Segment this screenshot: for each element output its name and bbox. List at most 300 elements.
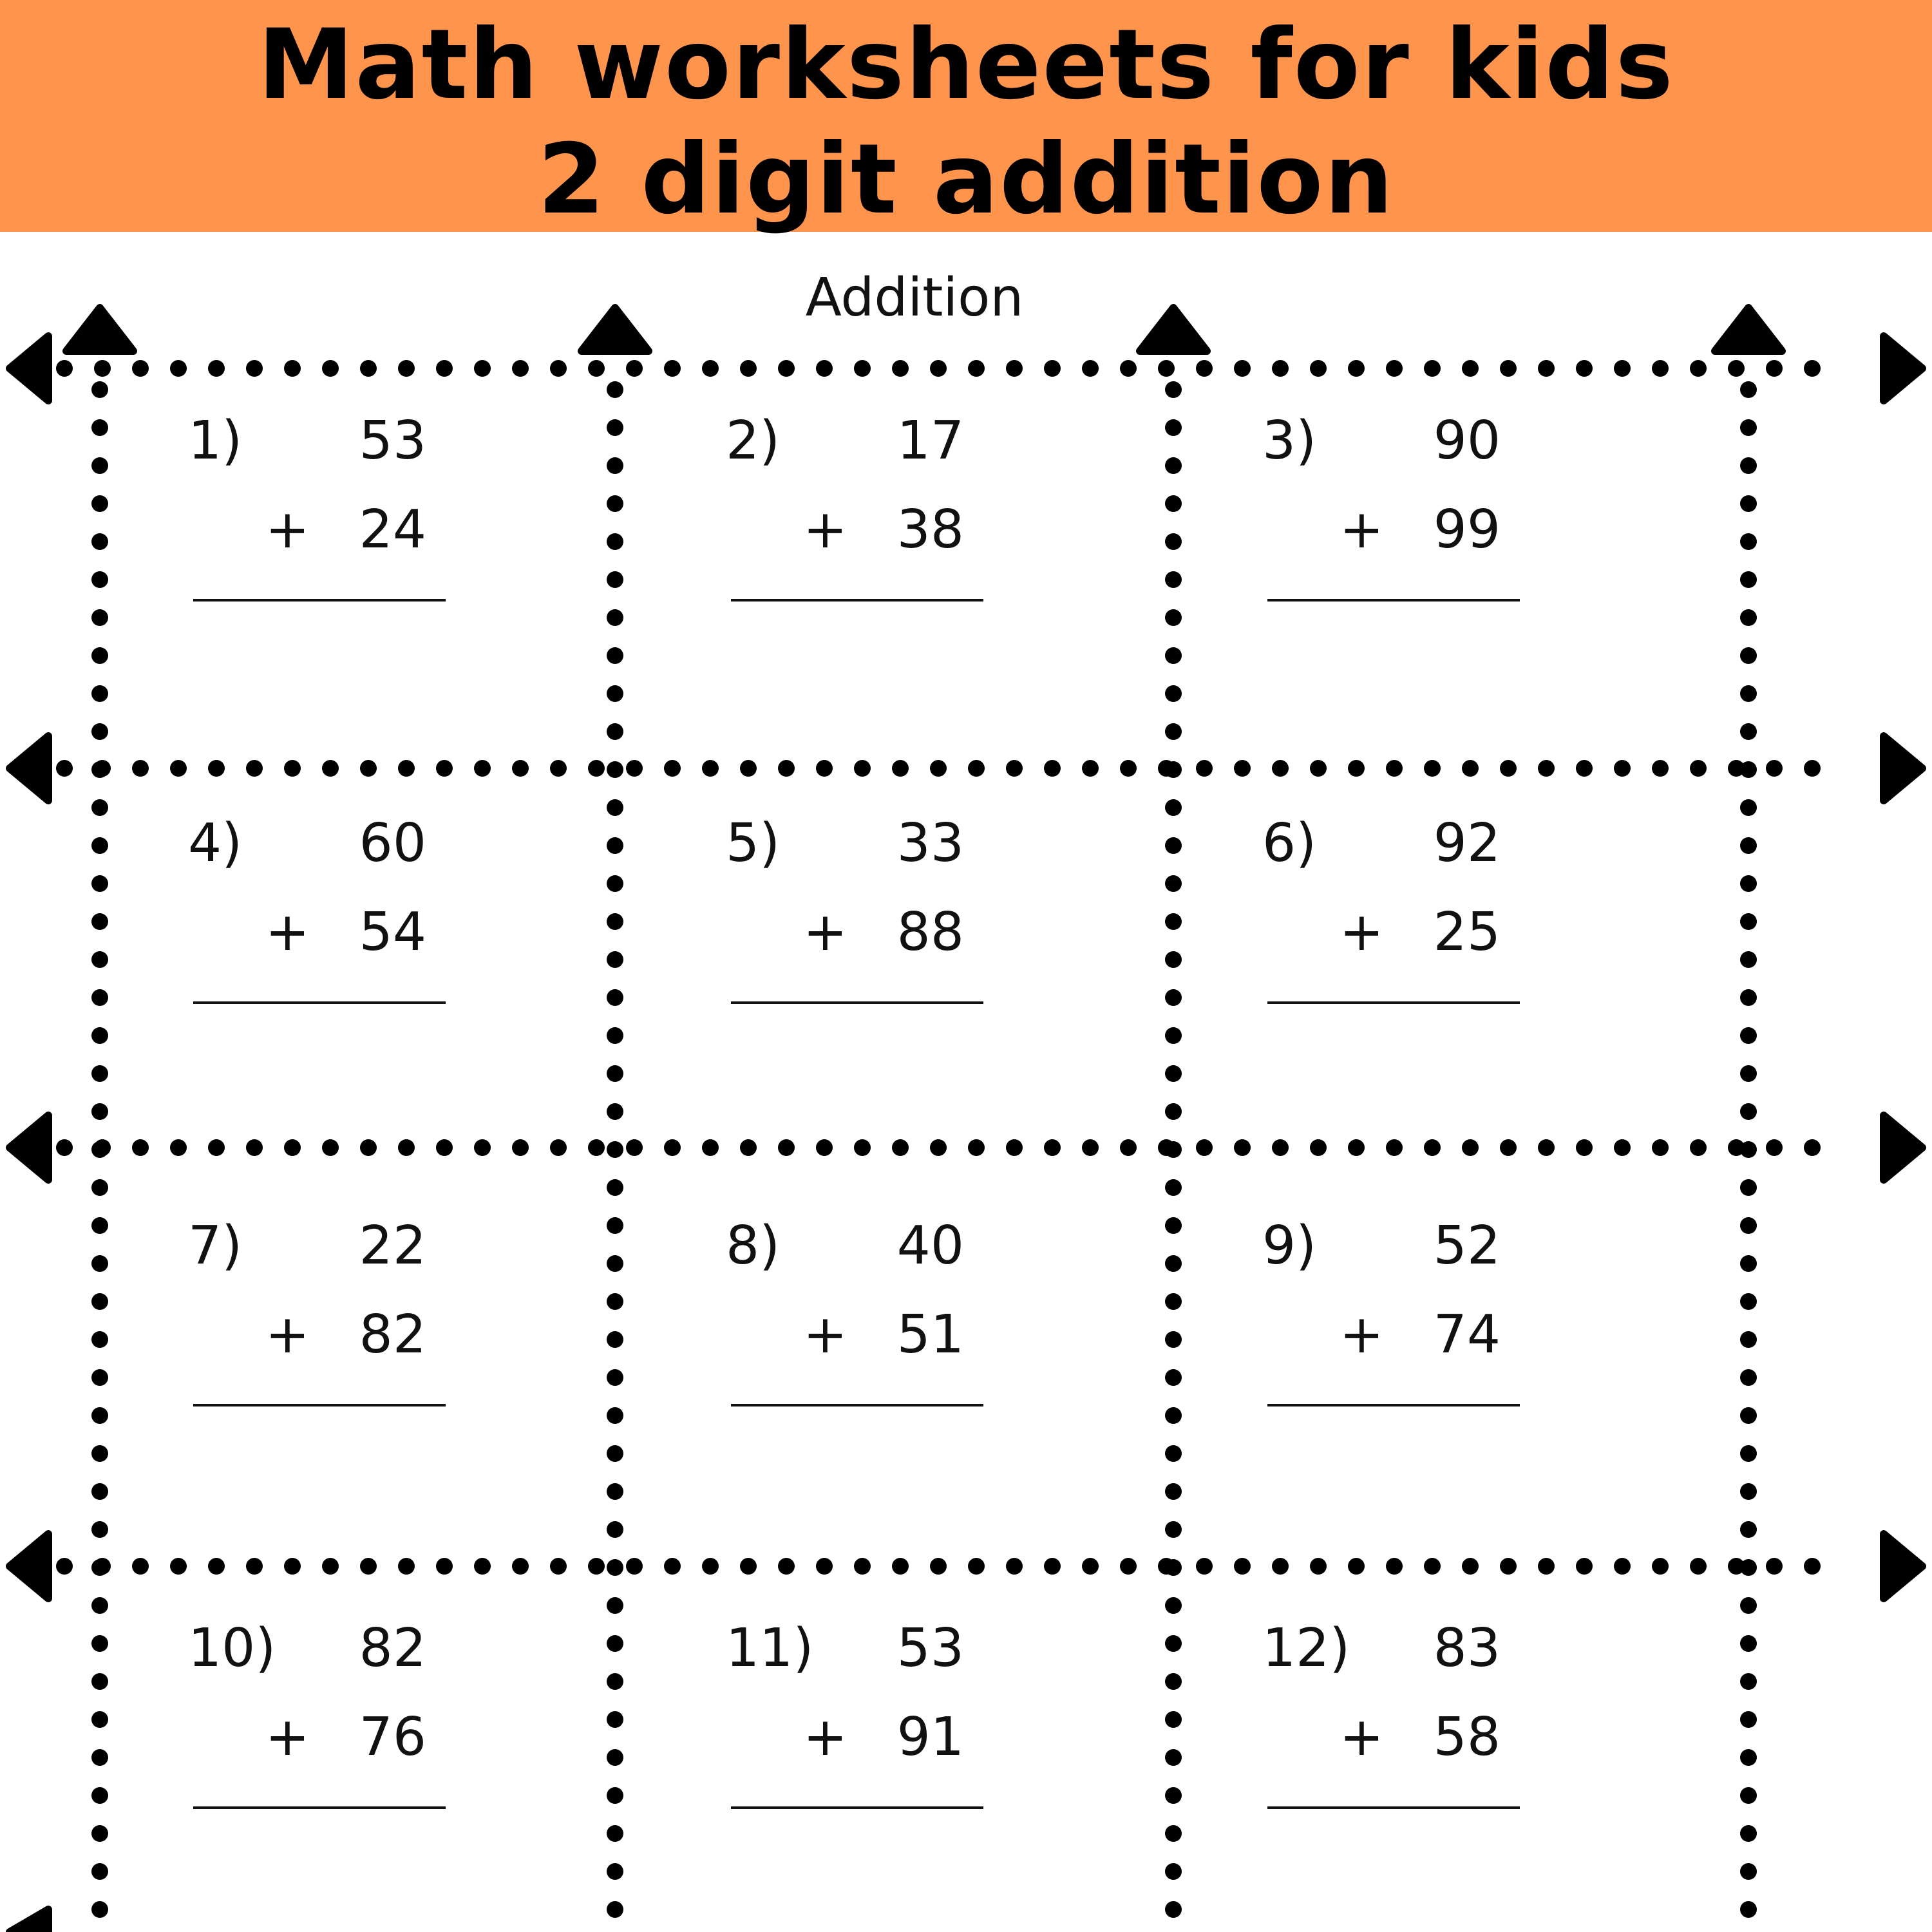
problem-item xyxy=(726,815,1112,1072)
grid-dot xyxy=(740,760,757,777)
grid-dot xyxy=(1462,1139,1479,1156)
grid-dot xyxy=(1120,760,1137,777)
grid-dot xyxy=(1165,1711,1182,1728)
grid-dot xyxy=(607,1293,623,1310)
grid-dot xyxy=(91,1179,108,1196)
grid-dot xyxy=(607,1445,623,1462)
arrow-left-icon xyxy=(10,736,48,800)
grid-dot xyxy=(1165,457,1182,474)
problem-number: 3) xyxy=(1262,410,1317,471)
grid-dot xyxy=(1538,360,1555,377)
grid-dot xyxy=(1165,381,1182,398)
grid-dot xyxy=(607,647,623,664)
second-addend: 74 xyxy=(1433,1304,1501,1365)
grid-dot xyxy=(1740,799,1757,816)
grid-dot xyxy=(246,1558,263,1575)
grid-dot xyxy=(1165,799,1182,816)
grid-dot xyxy=(322,360,339,377)
grid-dot xyxy=(740,360,757,377)
grid-dot xyxy=(91,1141,108,1158)
grid-dot xyxy=(1740,1445,1757,1462)
grid-dot xyxy=(91,419,108,436)
problem-number: 9) xyxy=(1262,1215,1317,1276)
grid-dot xyxy=(1165,1331,1182,1348)
first-addend: 17 xyxy=(896,410,964,471)
grid-dot xyxy=(1728,360,1745,377)
first-addend: 40 xyxy=(896,1215,964,1276)
grid-dot xyxy=(91,1711,108,1728)
grid-dot xyxy=(1044,760,1061,777)
grid-dot xyxy=(91,1407,108,1424)
grid-dot xyxy=(607,837,623,854)
grid-dot xyxy=(1165,875,1182,892)
arrow-left-icon xyxy=(10,1115,48,1180)
title-line-2: 2 digit addition xyxy=(537,124,1395,236)
grid-dot xyxy=(1576,360,1593,377)
grid-dot xyxy=(91,495,108,512)
grid-dot xyxy=(512,1139,529,1156)
grid-dot xyxy=(1165,1635,1182,1652)
grid-dot xyxy=(91,1521,108,1538)
grid-dot xyxy=(607,989,623,1006)
arrow-right-icon xyxy=(1884,736,1922,800)
grid-dot xyxy=(1652,360,1669,377)
grid-dot xyxy=(436,1139,453,1156)
first-addend: 83 xyxy=(1433,1618,1501,1679)
grid-dot xyxy=(1740,1027,1757,1044)
grid-dot xyxy=(1165,1445,1182,1462)
second-addend: 82 xyxy=(359,1304,426,1365)
answer-line[interactable] xyxy=(1267,1001,1520,1004)
grid-dot xyxy=(1165,1103,1182,1120)
grid-dot xyxy=(91,1369,108,1386)
problem-number: 1) xyxy=(188,410,243,471)
grid-dot xyxy=(607,609,623,626)
arrow-left-icon xyxy=(10,1909,48,1932)
grid-dot xyxy=(1500,360,1517,377)
grid-dot xyxy=(474,760,491,777)
first-addend: 53 xyxy=(359,410,426,471)
grid-dot xyxy=(1462,760,1479,777)
plus-sign: + xyxy=(1340,902,1384,963)
problem-number: 8) xyxy=(726,1215,781,1276)
grid-dot xyxy=(930,760,947,777)
problem-item xyxy=(726,412,1112,670)
grid-dot xyxy=(1165,1597,1182,1614)
arrow-left-icon xyxy=(10,336,48,401)
problem-number: 7) xyxy=(188,1215,243,1276)
grid-dot xyxy=(1740,685,1757,702)
grid-dot xyxy=(91,1787,108,1804)
grid-dot xyxy=(208,1558,225,1575)
grid-dot xyxy=(1120,1139,1137,1156)
plus-sign: + xyxy=(803,1707,848,1768)
grid-dot xyxy=(1614,360,1631,377)
grid-dot xyxy=(322,1139,339,1156)
title-line-1: Math worksheets for kids xyxy=(258,9,1674,121)
grid-dot xyxy=(91,875,108,892)
grid-dot xyxy=(607,761,623,778)
grid-dot xyxy=(1006,360,1023,377)
grid-dot xyxy=(1386,1558,1403,1575)
grid-dot xyxy=(892,760,909,777)
grid-dot xyxy=(1740,1901,1757,1918)
grid-dot xyxy=(702,1558,719,1575)
grid-dot xyxy=(1740,1217,1757,1234)
grid-dot xyxy=(1740,1331,1757,1348)
grid-dot xyxy=(91,1597,108,1614)
grid-dot xyxy=(398,1558,415,1575)
grid-dot xyxy=(322,760,339,777)
grid-dot xyxy=(1740,647,1757,664)
grid-dot xyxy=(1804,1558,1821,1575)
grid-dot xyxy=(284,760,301,777)
grid-dot xyxy=(930,360,947,377)
grid-dot xyxy=(607,1331,623,1348)
grid-dot xyxy=(91,1217,108,1234)
grid-dot xyxy=(702,1139,719,1156)
grid-dot xyxy=(1740,1825,1757,1842)
plus-sign: + xyxy=(1340,1707,1384,1768)
grid-dot xyxy=(246,1139,263,1156)
grid-dot xyxy=(1740,1065,1757,1082)
answer-line[interactable] xyxy=(731,1806,983,1809)
grid-dot xyxy=(1424,1139,1441,1156)
grid-dot xyxy=(1006,1139,1023,1156)
grid-dot xyxy=(91,1673,108,1690)
grid-dot xyxy=(626,1558,643,1575)
grid-dot xyxy=(607,685,623,702)
grid-dot xyxy=(94,360,111,377)
grid-dot xyxy=(607,1027,623,1044)
grid-dot xyxy=(91,1901,108,1918)
grid-dot xyxy=(607,1141,623,1158)
grid-dot xyxy=(854,760,871,777)
answer-line[interactable] xyxy=(731,1404,983,1406)
grid-dot xyxy=(474,1139,491,1156)
grid-dot xyxy=(1576,1139,1593,1156)
grid-dot xyxy=(91,1065,108,1082)
grid-dot xyxy=(360,1139,377,1156)
grid-dot xyxy=(1740,1597,1757,1614)
grid-dot xyxy=(1272,760,1289,777)
grid-dot xyxy=(91,989,108,1006)
grid-dot xyxy=(1740,761,1757,778)
grid-dot xyxy=(132,760,149,777)
plus-sign: + xyxy=(1340,499,1384,560)
grid-dot xyxy=(91,1255,108,1272)
grid-dot xyxy=(1740,723,1757,740)
grid-dot xyxy=(1165,1901,1182,1918)
grid-dot xyxy=(1165,1027,1182,1044)
grid-dot xyxy=(1082,360,1099,377)
grid-dot xyxy=(1196,360,1213,377)
grid-dot xyxy=(208,1139,225,1156)
grid-dot xyxy=(1165,1065,1182,1082)
grid-dot xyxy=(91,1635,108,1652)
problem-number: 6) xyxy=(1262,813,1317,874)
worksheet-subtitle: Addition xyxy=(805,267,1024,328)
grid-dot xyxy=(1165,913,1182,930)
grid-dot xyxy=(664,760,681,777)
grid-dot xyxy=(1740,951,1757,968)
grid-dot xyxy=(1348,1558,1365,1575)
grid-dot xyxy=(170,360,187,377)
grid-dot xyxy=(1165,951,1182,968)
grid-dot xyxy=(607,913,623,930)
answer-line[interactable] xyxy=(1267,1806,1520,1809)
grid-dot xyxy=(1165,1141,1182,1158)
grid-dot xyxy=(91,571,108,588)
problem-item xyxy=(726,1620,1112,1877)
plus-sign: + xyxy=(265,1304,310,1365)
grid-dot xyxy=(1652,1558,1669,1575)
grid-dot xyxy=(1196,1139,1213,1156)
grid-dot xyxy=(1740,1293,1757,1310)
answer-line[interactable] xyxy=(193,1404,446,1406)
grid-dot xyxy=(1766,760,1783,777)
answer-line[interactable] xyxy=(193,1001,446,1004)
grid-dot xyxy=(1120,1558,1137,1575)
grid-dot xyxy=(1690,360,1707,377)
answer-line[interactable] xyxy=(193,1806,446,1809)
grid-dot xyxy=(1690,760,1707,777)
grid-dot xyxy=(1082,1139,1099,1156)
grid-dot xyxy=(626,1139,643,1156)
grid-dot xyxy=(1348,360,1365,377)
grid-dot xyxy=(1766,360,1783,377)
grid-dot xyxy=(1576,760,1593,777)
grid-dot xyxy=(1165,419,1182,436)
grid-dot xyxy=(1740,989,1757,1006)
grid-dot xyxy=(607,1103,623,1120)
second-addend: 51 xyxy=(896,1304,964,1365)
grid-dot xyxy=(1740,1179,1757,1196)
grid-dot xyxy=(1165,571,1182,588)
grid-dot xyxy=(91,1749,108,1766)
grid-dot xyxy=(550,760,567,777)
grid-dot xyxy=(1158,360,1175,377)
grid-dot xyxy=(1740,1483,1757,1500)
grid-dot xyxy=(91,457,108,474)
problem-number: 11) xyxy=(726,1618,814,1679)
grid-dot xyxy=(1740,1369,1757,1386)
grid-dot xyxy=(607,381,623,398)
grid-dot xyxy=(550,1139,567,1156)
grid-dot xyxy=(607,1559,623,1576)
grid-dot xyxy=(1165,647,1182,664)
grid-dot xyxy=(1538,1558,1555,1575)
grid-dot xyxy=(512,760,529,777)
plus-sign: + xyxy=(265,499,310,560)
grid-dot xyxy=(1165,1749,1182,1766)
grid-dot xyxy=(607,1635,623,1652)
grid-dot xyxy=(1690,1558,1707,1575)
grid-dot xyxy=(778,1139,795,1156)
grid-dot xyxy=(607,419,623,436)
answer-line[interactable] xyxy=(1267,599,1520,601)
grid-dot xyxy=(1462,360,1479,377)
grid-dot xyxy=(1614,1139,1631,1156)
grid-dot xyxy=(360,1558,377,1575)
grid-dot xyxy=(1740,1863,1757,1880)
problem-number: 5) xyxy=(726,813,781,874)
grid-dot xyxy=(132,1558,149,1575)
answer-line[interactable] xyxy=(731,599,983,601)
problem-number: 10) xyxy=(188,1618,276,1679)
grid-dot xyxy=(968,1558,985,1575)
problem-item xyxy=(1262,412,1649,670)
grid-dot xyxy=(91,1331,108,1348)
grid-dot xyxy=(607,1863,623,1880)
grid-dot xyxy=(1165,1825,1182,1842)
first-addend: 33 xyxy=(896,813,964,874)
grid-dot xyxy=(1740,913,1757,930)
grid-dot xyxy=(1766,1558,1783,1575)
grid-dot xyxy=(930,1139,947,1156)
arrow-up-icon xyxy=(1715,308,1782,351)
grid-dot xyxy=(1082,1558,1099,1575)
grid-dot xyxy=(91,685,108,702)
grid-dot xyxy=(1165,837,1182,854)
grid-dot xyxy=(664,1139,681,1156)
grid-dot xyxy=(208,760,225,777)
grid-dot xyxy=(1740,1635,1757,1652)
answer-line[interactable] xyxy=(193,599,446,601)
grid-dot xyxy=(588,1558,605,1575)
grid-dot xyxy=(1165,1787,1182,1804)
problem-number: 12) xyxy=(1262,1618,1350,1679)
grid-dot xyxy=(588,1139,605,1156)
grid-dot xyxy=(1006,1558,1023,1575)
grid-dot xyxy=(1310,1558,1327,1575)
answer-line[interactable] xyxy=(731,1001,983,1004)
arrow-up-icon xyxy=(66,308,133,351)
second-addend: 58 xyxy=(1433,1707,1501,1768)
grid-dot xyxy=(1165,761,1182,778)
grid-dot xyxy=(930,1558,947,1575)
grid-dot xyxy=(1740,457,1757,474)
grid-dot xyxy=(607,1483,623,1500)
grid-dot xyxy=(664,360,681,377)
grid-dot xyxy=(1006,760,1023,777)
arrow-up-icon xyxy=(582,308,649,351)
grid-dot xyxy=(170,760,187,777)
grid-dot xyxy=(322,1558,339,1575)
plus-sign: + xyxy=(803,499,848,560)
grid-dot xyxy=(1044,1558,1061,1575)
grid-dot xyxy=(170,1139,187,1156)
grid-dot xyxy=(1740,1521,1757,1538)
grid-dot xyxy=(436,360,453,377)
grid-dot xyxy=(607,1711,623,1728)
grid-dot xyxy=(1165,1217,1182,1234)
second-addend: 38 xyxy=(896,499,964,560)
grid-dot xyxy=(1740,533,1757,550)
arrow-right-icon xyxy=(1884,336,1922,401)
grid-dot xyxy=(1740,1407,1757,1424)
grid-dot xyxy=(91,1027,108,1044)
grid-dot xyxy=(1234,1139,1251,1156)
grid-dot xyxy=(91,723,108,740)
grid-dot xyxy=(1386,760,1403,777)
grid-dot xyxy=(1310,360,1327,377)
grid-dot xyxy=(1740,875,1757,892)
grid-dot xyxy=(607,1673,623,1690)
grid-dot xyxy=(1740,1141,1757,1158)
grid-dot xyxy=(1165,1483,1182,1500)
grid-dot xyxy=(1500,1139,1517,1156)
grid-dot xyxy=(91,1559,108,1576)
grid-dot xyxy=(854,360,871,377)
grid-dot xyxy=(607,1407,623,1424)
grid-dot xyxy=(1740,1255,1757,1272)
grid-dot xyxy=(436,1558,453,1575)
grid-dot xyxy=(91,381,108,398)
grid-dot xyxy=(208,360,225,377)
second-addend: 88 xyxy=(896,902,964,963)
grid-dot xyxy=(91,609,108,626)
grid-dot xyxy=(1766,1139,1783,1156)
first-addend: 53 xyxy=(896,1618,964,1679)
grid-dot xyxy=(1740,1749,1757,1766)
grid-dot xyxy=(284,360,301,377)
problem-item xyxy=(1262,1217,1649,1475)
grid-dot xyxy=(91,761,108,778)
grid-dot xyxy=(854,1558,871,1575)
grid-dot xyxy=(1500,1558,1517,1575)
grid-dot xyxy=(132,1139,149,1156)
grid-dot xyxy=(91,1293,108,1310)
grid-dot xyxy=(1740,1673,1757,1690)
grid-dot xyxy=(1804,760,1821,777)
grid-dot xyxy=(1272,1139,1289,1156)
grid-dot xyxy=(474,360,491,377)
grid-dot xyxy=(607,1179,623,1196)
grid-dot xyxy=(778,360,795,377)
grid-dot xyxy=(91,1445,108,1462)
answer-line[interactable] xyxy=(1267,1404,1520,1406)
grid-dot xyxy=(607,571,623,588)
grid-dot xyxy=(1165,1521,1182,1538)
grid-dot xyxy=(1614,1558,1631,1575)
grid-dot xyxy=(550,360,567,377)
grid-dot xyxy=(1165,533,1182,550)
grid-dot xyxy=(588,360,605,377)
arrow-left-icon xyxy=(10,1534,48,1598)
second-addend: 24 xyxy=(359,499,426,560)
grid-dot xyxy=(607,1521,623,1538)
grid-dot xyxy=(246,760,263,777)
grid-dot xyxy=(1234,360,1251,377)
grid-dot xyxy=(246,360,263,377)
grid-dot xyxy=(607,1217,623,1234)
first-addend: 90 xyxy=(1433,410,1501,471)
grid-dot xyxy=(1576,1558,1593,1575)
grid-dot xyxy=(436,760,453,777)
problem-item xyxy=(188,1620,574,1877)
grid-dot xyxy=(1120,360,1137,377)
grid-dot xyxy=(607,1825,623,1842)
grid-dot xyxy=(740,1558,757,1575)
grid-dot xyxy=(892,1139,909,1156)
grid-dot xyxy=(360,760,377,777)
grid-dot xyxy=(816,1558,833,1575)
grid-dot xyxy=(1804,360,1821,377)
grid-dot xyxy=(607,951,623,968)
grid-dot xyxy=(968,760,985,777)
grid-dot xyxy=(1690,1139,1707,1156)
